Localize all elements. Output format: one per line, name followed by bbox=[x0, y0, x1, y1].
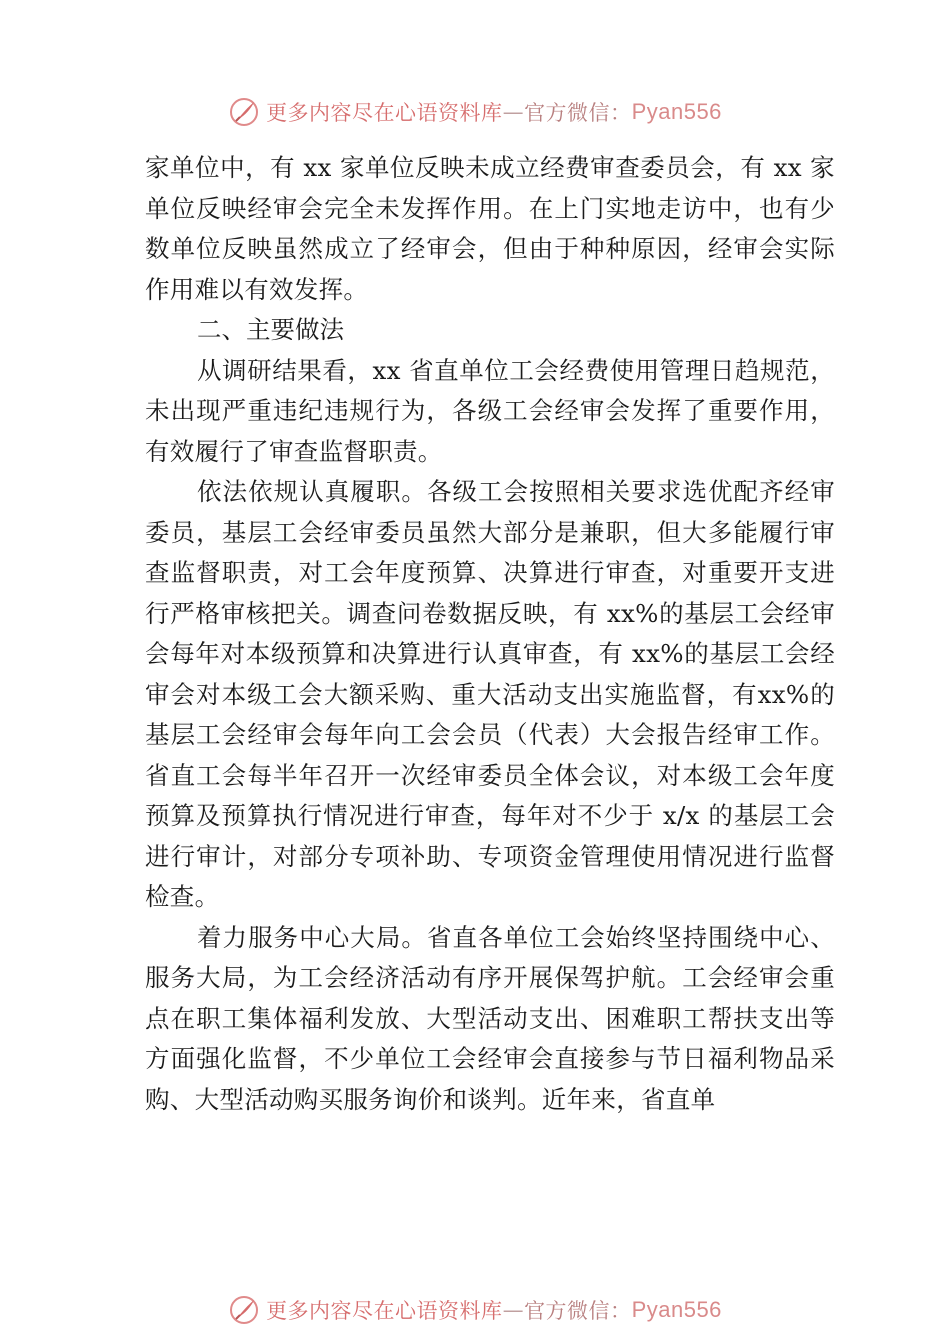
watermark-site-name: 更多内容尽在心语资料库 bbox=[266, 1299, 503, 1323]
watermark-dash: — bbox=[502, 1298, 525, 1322]
watermark-site-name: 更多内容尽在心语资料库 bbox=[266, 101, 503, 125]
paragraph-2: 从调研结果看，xx 省直单位工会经费使用管理日趋规范，未出现严重违纪违规行为，各级工会经审会发挥了重要作用，有效履行了审查监督职责。 bbox=[145, 355, 835, 466]
watermark-dash: — bbox=[502, 100, 525, 124]
paragraph-4: 着力服务中心大局。省直各单位工会始终坚持围绕中心、服务大局，为工会经济活动有序开展保驾护航。工会经审会重点在职工集体福利发放、大型活动支出、困难职工帮扶支出等方面强化监督，不少单位工会经审会直接参与节日福利物品采购、大型活动购买服务询价和谈判。近年来，省直单 bbox=[145, 922, 835, 1114]
watermark-header bbox=[0, 92, 950, 132]
quill-pen-logo-icon bbox=[228, 96, 260, 128]
section-heading: 二、主要做法 bbox=[197, 315, 344, 344]
watermark-wechat-label: 官方微信： bbox=[524, 1299, 632, 1323]
document-body bbox=[145, 148, 835, 1120]
paragraph-1: 家单位中，有 xx 家单位反映未成立经费审查委员会，有 xx 家单位反映经审会完全未发挥作用。在上门实地走访中，也有少数单位反映虽然成立了经审会，但由于种种原因，经审会实际作用难以有效发挥。 bbox=[145, 153, 835, 304]
watermark-footer bbox=[0, 1290, 950, 1330]
watermark-wechat-label: 官方微信： bbox=[524, 101, 632, 125]
watermark-account: Pyan556 bbox=[631, 99, 722, 124]
watermark-account: Pyan556 bbox=[631, 1297, 722, 1322]
paragraph-3: 依法依规认真履职。各级工会按照相关要求选优配齐经审委员，基层工会经审委员虽然大部分是兼职，但大多能履行审查监督职责，对工会年度预算、决算进行审查，对重要开支进行严格审核把关。调查问卷数据反映，有 xx%的基层工会经审会每年对本级预算和决算进行认真审查，有 xx%的基层工会经审会对本级工会大额采购、重大活动支出实施监督，有xx%的基层工会经审会每年向工会会员（代表）大会报告经审工作。省直工会每半年召开一次经审委员全体会议，对本级工会年度预算及预算执行情况进行审查，每年对不少于 x/x 的基层工会进行审计，对部分专项补助、专项资金管理使用情况进行监督检查。 bbox=[145, 477, 835, 911]
quill-pen-logo-icon bbox=[228, 1294, 260, 1326]
